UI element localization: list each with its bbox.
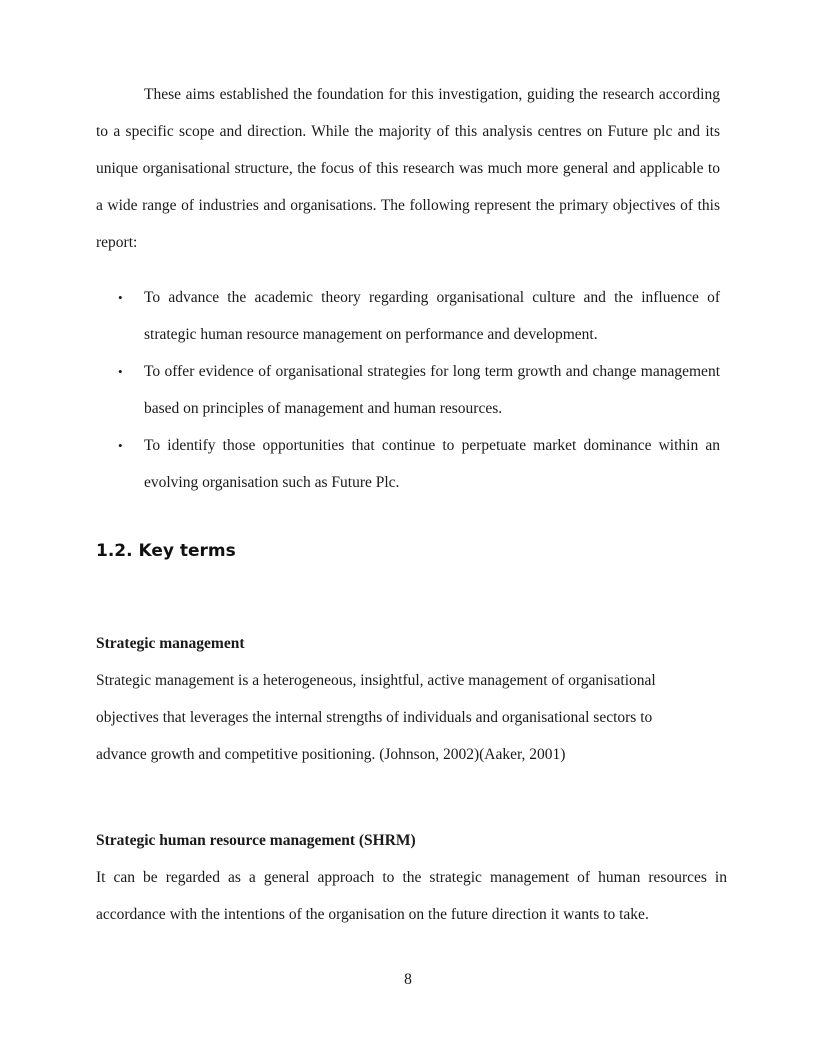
bullet-icon: •	[118, 290, 123, 305]
term-strategic-management	[96, 625, 720, 773]
term-definition: Strategic management is a heterogeneous, insightful, active management of organisational objectives that leverages the internal strengths of individuals and organisational sectors to advance growth and competitive positioning. (Johnson, 2002)(Aaker, 2001)	[96, 672, 656, 763]
objectives-list	[96, 279, 720, 501]
objective-text: To offer evidence of organisational strategies for long term growth and change management based on principles of management and human resources.	[144, 363, 720, 417]
document-page	[96, 76, 727, 933]
list-item	[96, 279, 720, 353]
intro-paragraph: These aims established the foundation for this investigation, guiding the research according to a specific scope and direction. While the majority of this analysis centres on Future plc and its unique organisational structure, the focus of this research was much more general and applicable to a wide range of industries and organisations. The following represent the primary objectives of this report:	[96, 86, 720, 251]
term-shrm	[96, 822, 727, 933]
section-heading: 1.2. Key terms	[96, 541, 236, 561]
objective-text: To identify those opportunities that continue to perpetuate market dominance within an evolving organisation such as Future Plc.	[144, 437, 720, 491]
term-title: Strategic management	[96, 635, 245, 652]
list-item	[96, 353, 720, 427]
list-item	[96, 427, 720, 501]
page-number: 8	[404, 971, 412, 988]
objective-text: To advance the academic theory regarding organisational culture and the influence of strategic human resource management on performance and development.	[144, 289, 720, 343]
term-definition: It can be regarded as a general approach to the strategic management of human resources in accordance with the intentions of the organisation on the future direction it wants to take.	[96, 869, 727, 923]
bullet-icon: •	[118, 438, 123, 453]
bullet-icon: •	[118, 364, 123, 379]
term-title: Strategic human resource management (SHRM)	[96, 832, 416, 849]
